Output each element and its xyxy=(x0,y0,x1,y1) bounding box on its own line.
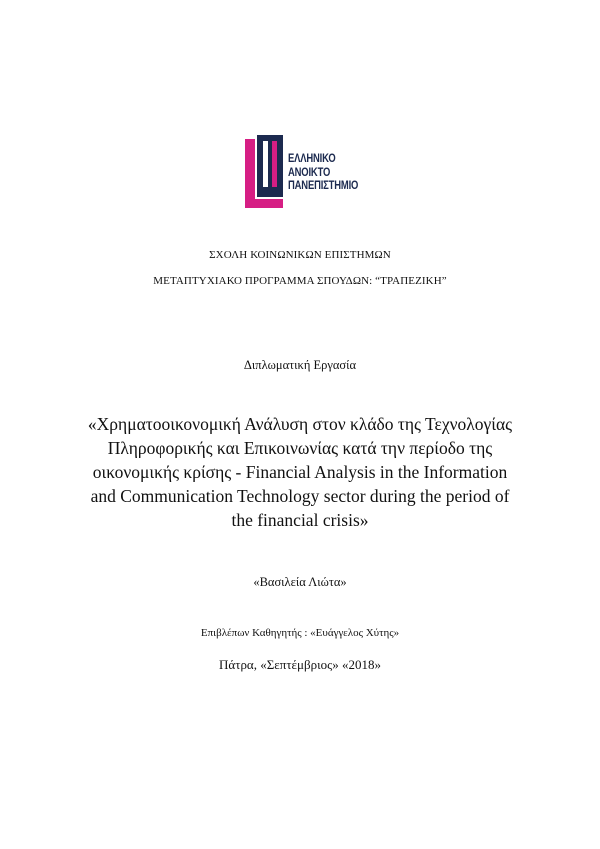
program-name: ΜΕΤΑΠΤΥΧΙΑΚΟ ΠΡΟΓΡΑΜΜΑ ΣΠΟΥΔΩΝ: “ΤΡΑΠΕΖΙΚΗ” xyxy=(153,275,447,287)
title-line: «Χρηματοοικονομική Ανάλυση στον κλάδο της Τεχνολογίας xyxy=(87,414,513,434)
university-logo xyxy=(243,135,368,210)
title-line: and Communication Technology sector during the period of xyxy=(90,486,510,506)
place-date: Πάτρα, «Σεπτέμβριος» «2018» xyxy=(219,657,381,672)
school-name: ΣΧΟΛΗ ΚΟΙΝΩΝΙΚΩΝ ΕΠΙΣΤΗΜΩΝ xyxy=(209,249,391,261)
logo-line-2: ΑΝΟΙΚΤΟ xyxy=(288,166,331,179)
title-line: the financial crisis» xyxy=(231,510,369,530)
logo-line-3: ΠΑΝΕΠΙΣΤΗΜΙΟ xyxy=(288,180,359,192)
supervisor: Επιβλέπων Καθηγητής : «Ευάγγελος Χύτης» xyxy=(200,627,400,639)
title-line: οικονομικής κρίσης - Financial Analysis in the Information xyxy=(92,462,508,482)
author-name: «Βασιλεία Λιώτα» xyxy=(253,575,347,589)
logo-wordmark xyxy=(288,153,358,194)
thesis-title xyxy=(60,412,540,532)
document-type: Διπλωματική Εργασία xyxy=(243,358,357,372)
title-line: Πληροφορικής και Επικοινωνίας κατά την περίοδο της xyxy=(107,438,493,458)
logo-line-1: ΕΛΛΗΝΙΚΟ xyxy=(288,153,336,165)
